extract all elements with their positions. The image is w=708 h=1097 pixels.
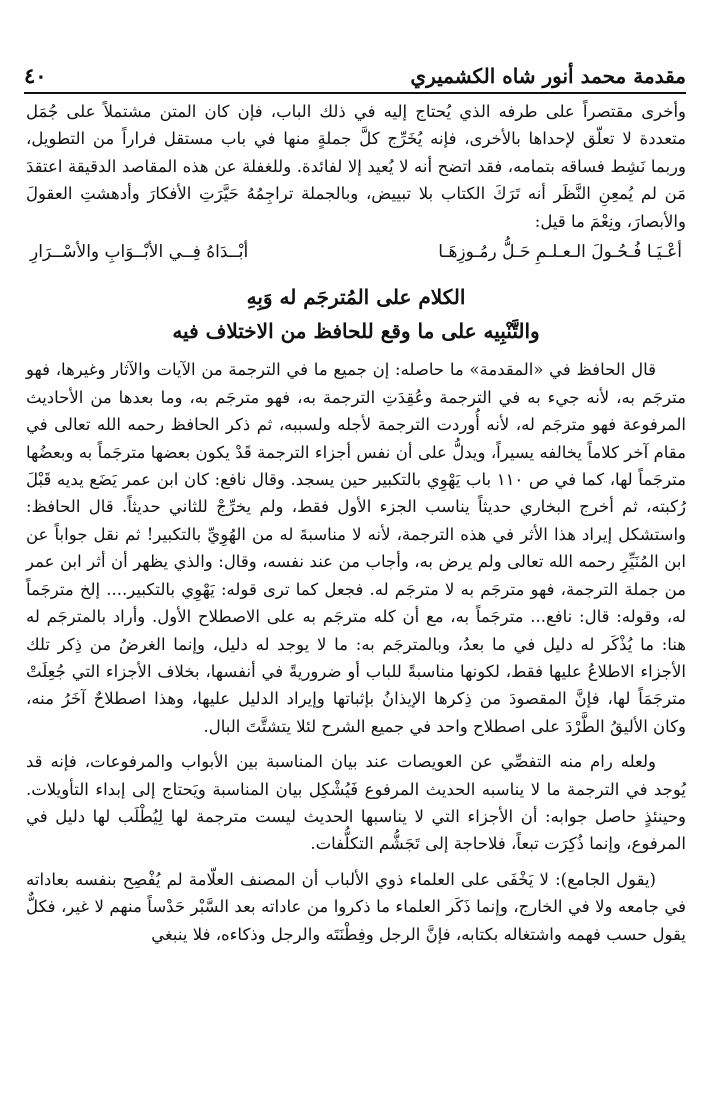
paragraph-compiler-note: (يقول الجامع): لا يَخْفَى على العلماء ذوي الألباب أن المصنف العلّامة لم يُفْصِح بنفسه بعاداته في جامعه ولا في الخارج، وإنما ذَكَر العلماء ما ذكروا من عاداته بعد السَّبْر حَدْساً منهم لا غير، فكلٌّ يقول حسب فهمه واشتغاله بكتابه، فإنَّ الرجل وفِطْنَتَه والرجل وذكاءه، فلا ينبغي (26, 869, 686, 944)
verse-line (26, 239, 686, 266)
page-number: ٤٠ (24, 63, 47, 88)
paragraph-hafiz-statement: قال الحافظ في «المقدمة» ما حاصله: إن جميع ما في الترجمة من الآيات والآثار وغيرها، فهو مترجَم به، لأنه جيء به في الترجمة وعُقِدَتِ الترجمة به، فهو مترجَم به، وما بعدها من الأحاديث المرفوعة فهو مترجَم له، لأنه أُوردت الترجمة لأجله ولسببه، ثم ذكر الحافظ رحمه الله تعالى في مقام آخر كلاماً يخالفه يسيراً، ويدلُّ على أن نفس أجزاء الترجمة قَدْ يكون بعضها مترجَماً به وبعضُها مترجَماً لها، كما في ص ١١٠ باب يَهْوِي بالتكبير حين يسجد. وقال نافع: كان ابن عمر يَضَع يديه قَبْلَ رُكبته، ثم أخرج البخاري حديثاً يناسب الجزء الأول فقط، ولم يخرِّجْ للثاني حديثاً. قال الحافظ: واستشكل إيراد هذا الأثر في هذه الترجمة، لأنه لا مناسبةَ له من الهُوِيِّ بالتكبير! ثم نقل جواباً عن ابن المُنَيِّرِ رحمه الله تعالى ولم يرض به، وأجاب من عند نفسه، وقال: والذي يظهر أن أثر ابن عمر من جملة الترجمة، فهو مترجَم به لا مترجَم له. فجعل كما ترى قوله: يَهْوِي بالتكبير.... إلخ مترجَماً له، وقوله: قال: نافع... مترجَماً به، مع أن كله مترجَم به على الاصطلاح الأول. وأراد بالمترجَم له هنا: ما يُذْكَر له دليل في ما بعدُ، وبالمترجَم به: ما لا يوجد له دليل، وإنما الغرضُ من ذِكر تلك الأجزاء الاطلاعُ عليها فقط، لكونها مناسبةً للباب أو ضروريةً في أنفسها، بخلاف الأجزاء التي جُعِلَتْ مترجَمَاً لها، فإنَّ المقصودَ من ذِكرها الإيذانُ بإثباتها وإيراد الدليل عليها، وهذا اصطلاحٌ آخَرُ منه، وكان الأليقُ الطَّرْدَ على اصطلاح واحد في جميع الشرح لئلا يتشتَّتَ البال. (26, 360, 686, 736)
intro-paragraph: وأخرى مقتصراً على طرفه الذي يُحتاج إليه في ذلك الباب، فإن كان المتن مشتملاً على جُمَل متعددة لا تعلّق لإحداها بالأخرى، فإنه يُخَرِّج كلَّ جملةٍ منها في باب مستقل فراراً من التطويل، وربما نَشِط فساقه بتمامه، فقد اتضح أنه لا يُعيد إلا لفائدة. وللغفلة عن هذه المقاصد الدقيقة اعتقدَ مَن لم يُمعِنِ النَّظَر أنه تَرَكَ الكتاب بلا تبييض، وبالجملة تراجِمُهُ حَيَّرَتِ الأفكارَ وأدهشتِ العقولَ والأبصارَ، ونِعْمَ ما قيل: (26, 102, 686, 231)
page-header (24, 50, 686, 94)
page-body (26, 98, 686, 948)
verse-hemistich-first: أعْـيَـا فُـحُـولَ الـعـلـمِ حَـلُّ رمُـوزِهَـا (438, 242, 682, 263)
paragraph-explanation: ولعله رام منه التفصِّي عن العويصات عند بيان المناسبة بين الأبواب والمرفوعات، فإنه قد يُوجد في الترجمة ما لا يناسبه الحديث المرفوع فَيُشْكِل بيان المناسبة ويَحتاج إلى إبداء التأويلات. وحينئذٍ حاصل جوابه: أن الأجزاء التي لا يناسبها الحديث ليست مترجمة لها لِيُطْلَب لها دليل في المرفوع، وإنما ذُكِرَت تبعاً، فلاحاجة إلى تَجَشُّم التكلُّفات. (26, 752, 686, 854)
section-heading (26, 280, 686, 348)
verse-hemistich-second: أبْــدَاهُ فِــي الأبْــوَابِ والأسْــرَارِ (30, 242, 249, 263)
running-title: مقدمة محمد أنور شاه الكشميري (410, 64, 686, 88)
section-heading-line-1: الكلام على المُترجَم له وَبِهِ (246, 285, 466, 310)
section-heading-line-2: والتَّنْبِيه على ما وقع للحافظ من الاختلاف فيه (172, 319, 540, 344)
